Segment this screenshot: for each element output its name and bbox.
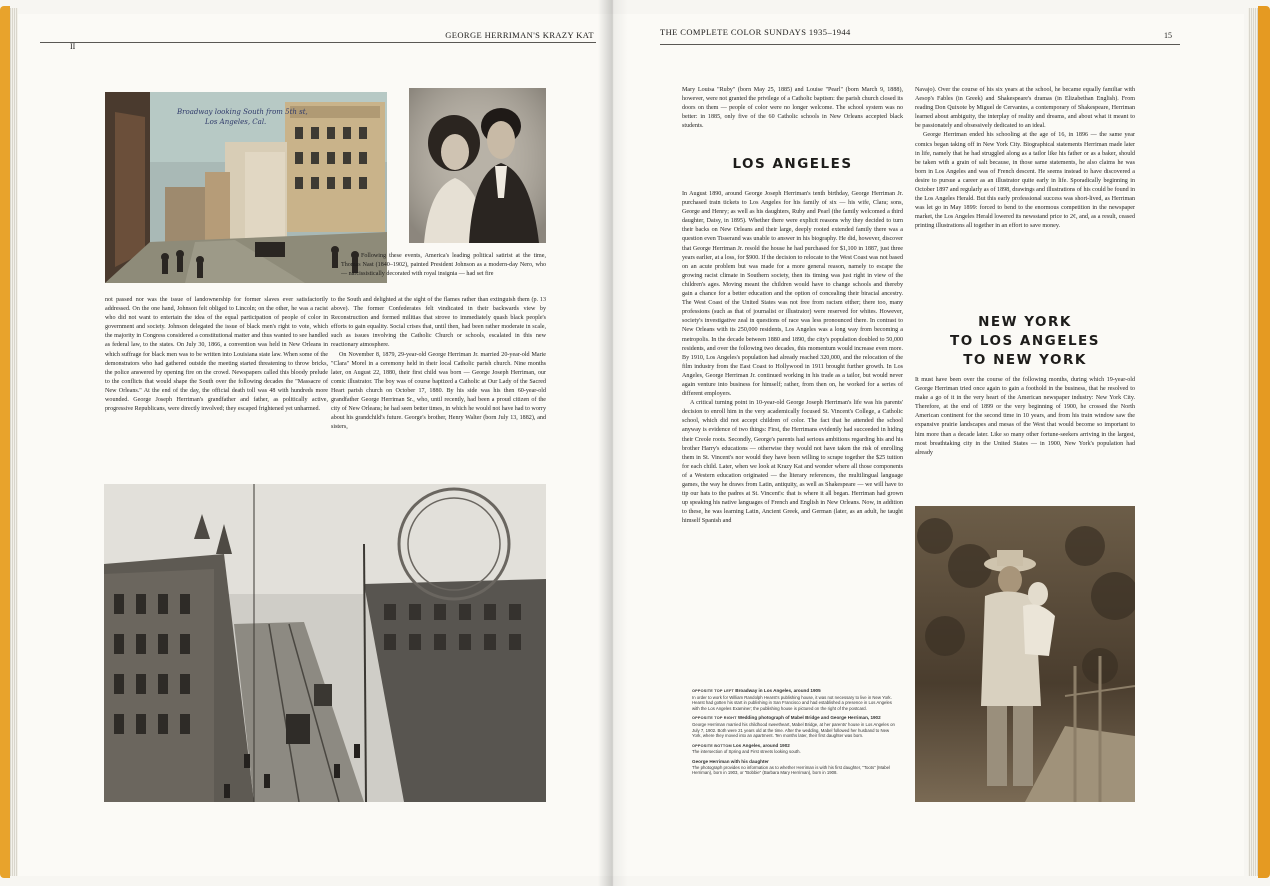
right-page (614, 14, 1244, 876)
caption-top-right: OPPOSITE TOP RIGHT Wedding photograph of Mabel Bridge and George Herriman, 1902 George Herriman married his childhood sweetheart, Mabel Bridge, at her parents' house in Los Angeles on July 7, 1902. Both were 21 years old at the time. After the wedding, Mabel followed her husband to New York, where they moved into an apartment. Ten months later, their first daughter was born. (692, 715, 895, 739)
left-page (18, 14, 614, 876)
right-page-column-2-bottom: It must have been over the course of the following months, during which 19-year-old George Herriman tried once again to gain a foothold in the business, that he resolved to make a go of it in the very heart of the American newspaper industry: New York City. Therefore, at the end of 1899 or the very beginning of 1900, he crossed the North American continent for the second time in 10 years, and from his train window saw the expansive prairie landscapes and mesas of the West that would become so important to him more than a decade later. Like so many other fortune-seekers arriving in the largest, most breathtaking city in the United States — in 1900, New York's population had already (915, 377, 1135, 456)
heading-new-york-line1: NEW YORK (978, 314, 1072, 330)
left-running-header: GEORGE HERRIMAN'S KRAZY KAT (445, 30, 594, 40)
heading-new-york (915, 313, 1135, 370)
heading-los-angeles: LOS ANGELES (732, 156, 853, 172)
heading-new-york-line3: TO NEW YORK (963, 352, 1087, 368)
left-page-intro-text: Following these events, America's leading political satirist at the time, Thomas Nast (1840–1902), painted President Johnson as a modern-day Nero, who — narcissistically decorated with royal insignia — had set fire (341, 253, 546, 278)
heading-new-york-line2: TO LOS ANGELES (949, 333, 1100, 349)
los-angeles-street-photograph (104, 484, 546, 802)
wedding-photograph-image (409, 88, 546, 243)
left-page-number: II (70, 42, 76, 51)
book-spine-gutter (598, 0, 628, 886)
right-header-rule (660, 44, 1180, 45)
right-running-header: THE COMPLETE COLOR SUNDAYS 1935–1944 (660, 27, 851, 37)
right-page-column-1-top: Mary Louisa "Ruby" (born May 25, 1885) and Louise "Pearl" (born March 9, 1888), however, were not granted the privilege of a Catholic baptism: the parish church closed its doors on them — people of color were no longer welcome. The school system was no better: in 1885, only five of the 60 Catholic schools in New Orleans accepted black students. (682, 87, 903, 130)
image-captions (692, 688, 898, 780)
book-cover-edge-left (0, 6, 10, 878)
herriman-with-daughter-photograph (915, 506, 1135, 802)
caption-bottom: OPPOSITE BOTTOM Los Angeles, around 1902 The intersection of Spring and First streets looking south. (692, 742, 801, 755)
left-page-column-2: to the South and delighted at the sight of the flames rather than extinguish them (p. 13 above). The former Confederates felt vindicated in their backwards view by Reconstruction and formed militias that strove to immediately quash black people's efforts to gain equality. Social crises that, until then, had been rather moderate in scale, such as issues involving the Catholic Church or schools, escalated in this new reactionary atmosphere. On November 8, 1879, 29-year-old George Herriman Jr. married 20-year-old Marie "Clara" Morel in a ceremony held in their local Catholic parish church. Nine months later, on August 22, 1880, their first child was born — George Joseph Herriman, our comic illustrator. The boy was of course baptized a Catholic at Our Lady of the Sacred Heart parish church on October 17, 1880. By his side was his then 60-year-old grandfather George Herriman Sr., who, until recently, had been a proud citizen of the city of New Orleans; he had seen better times, in which he would not have had to worry about his grandchild's future. George's brother, Henry Walter (born July 13, 1882), and sisters, (331, 297, 546, 431)
right-page-column-1: In August 1890, around George Joseph Herriman's tenth birthday, George Herriman Jr. purchased train tickets to Los Angeles for his family of six — his wife, Clara; sons, George and Henry; as well as his daughters, Ruby and Pearl (the family welcomed a third daughter, Daisy, in 1895). Whether there were explicit reasons why they decided to turn their backs on New Orleans and their large, deeply rooted extended family there was a question even Tisserand was unable to answer in his biography. He did, however, discover that George Herriman Jr. resold the house he had purchased for $1,100 in 1887, just three years earlier, at a loss, for $900. If the decision to relocate to the West Coast was not based on an acute problem but was made for a more general reason, namely to escape the growing racist climate in Southern society, then its timing was just right in view of the children's ages. Moving meant the children would have to change schools and thereby gain a chance for a better education and the option of concealing their biracial ancestry. The West Coast of the United States was not free from racism either; there too, many professions (such as that of journalist or illustrator) were reserved for whites. However, society's investigative zeal in questions of race was less pronounced there. In contrast to New Orleans with its 250,000 residents, Los Angeles was a long way from becoming a metropolis. In the decade between 1880 and 1890, the city's population doubled to 50,000 residents, and over the following two decades, this momentum would increase even more. By 1910, Los Angeles's population had already reached 320,000, and the relocation of the film industry from the East Coast to Hollywood in 1911 brought further growth. In Los Angeles, George Herriman Jr. continued working in his trade as a tailor, but would never again venture into business for himself; rather, from then on, he worked for a series of different employers. A critical turning point in 10-year-old George Joseph Herriman's life was his parents' decision to enroll him in the very academically focused St. Vincent's College, a Catholic school, which did not accept children of color. The fact that he attended the school anyway is evidence of two things: First, the Herrimans evidently had succeeded in hiding their Creole roots. Secondly, George's parents had serious ambitions regarding his and his brother Harry's educations — otherwise they would not have taken the risk of enrolling them in St. Vincent's nor would they have been willing to scrape together the $25 tuition for each child. Later, when we look at Krazy Kat and wonder where all those components of a Western education originated — the literary references, the multilingual language games, the way he draws from Latin, antiquity, as well as Shakespeare — we will have to tip our hats to the padres at St. Vincent's: that is where it all began. Herriman had grown up speaking his native languages of French and English in New Orleans. Now, in addition to these, he was learning Latin, Ancient Greek, and German (later, as an adult, he taught himself Spanish and (682, 191, 903, 525)
book-cover-edge-right (1258, 6, 1270, 878)
right-page-column-2: Navajo). Over the course of his six years at the school, he became equally familiar with Aesop's Fables (in Greek) and Shakespeare's dramas (in Elizabethan English). From reading Don Quixote by Miguel de Cervantes, a contemporary of Shakespeare, Herriman learned about ambiguity, the interplay of reality and dreams, and about what it meant to be passionately and obsessively dedicated to an ideal. George Herriman ended his schooling at the age of 16, in 1896 — the same year comics began taking off in New York City. Biographical statements Herriman made later in life, namely that he had struggled along as a tailor like his father or as a baker, should be taken with a grain of salt because, in those same statements, he also claims he was born in Los Angeles and was of French descent. He seems instead to have discovered a desire to pursue a career as an illustrator quite early in life. Sporadically beginning in October 1897 and regularly as of 1898, drawings and illustrations of his could be found in the Los Angeles Herald. But this early professional success was short-lived, as Herriman was let go in May 1899: forced to bend to the enormous competition in the newspaper market, the Los Angeles Herald lowered its newsstand price to 2¢, and, as a result, ceased printing illustrations all together in an effort to save money. (915, 87, 1135, 230)
postcard-title-line2: Los Angeles, Cal. (205, 118, 267, 126)
postcard-title-line1: Broadway looking South from 5th st, (177, 108, 308, 116)
right-page-number: 15 (1164, 31, 1172, 40)
left-page-column-1: not passed nor was the issue of landownership for former slaves ever satisfactorily addressed. On the one hand, Johnson felt obliged to Lincoln; on the other, he was a racist who did not want to entertain the idea of the equal participation of people of color in government and society. Johnson delegated the issue of black men's right to vote, which the majority in Congress considered a constitutional matter and thus wanted to see handled as federal law, to the states. On July 30, 1866, a convention was held in New Orleans in which suffrage for black men was to be written into Louisiana state law. When some of the demonstrators who had gathered outside the meeting started threatening to throw bricks, the police answered by opening fire on the crowd. Newspapers called this bloody prelude to the conflicts that would shape the South over the following decades the "Massacre of New Orleans." At the end of the day, the official death toll was 48 with hundreds more wounded. George Joseph Herriman's grandfather and father, as politically active, progressive Republicans, were directly involved; they escaped frightened yet unharmed. (105, 297, 328, 413)
page-edges-left (10, 8, 18, 876)
caption-top-left: OPPOSITE TOP LEFT Broadway in Los Angeles, around 1905 In order to work for William Randolph Hearst's publishing house, it was not necessary to live in New York. Hearst had gotten his start in publishing in San Francisco and had established a presence in Los Angeles with the Los Angeles Examiner; the publishing house is pictured on the right of the postcard. (692, 688, 892, 711)
page-edges-right (1248, 8, 1258, 876)
left-header-rule (40, 42, 596, 43)
caption-herriman-daughter: George Herriman with his daughter The photograph provides no information as to whether Herriman is with his first daughter, "Toots" (Mabel Herriman), born in 1903, or "Bobbie" (Barbara Mary Herriman), born in 1908. (692, 758, 890, 776)
